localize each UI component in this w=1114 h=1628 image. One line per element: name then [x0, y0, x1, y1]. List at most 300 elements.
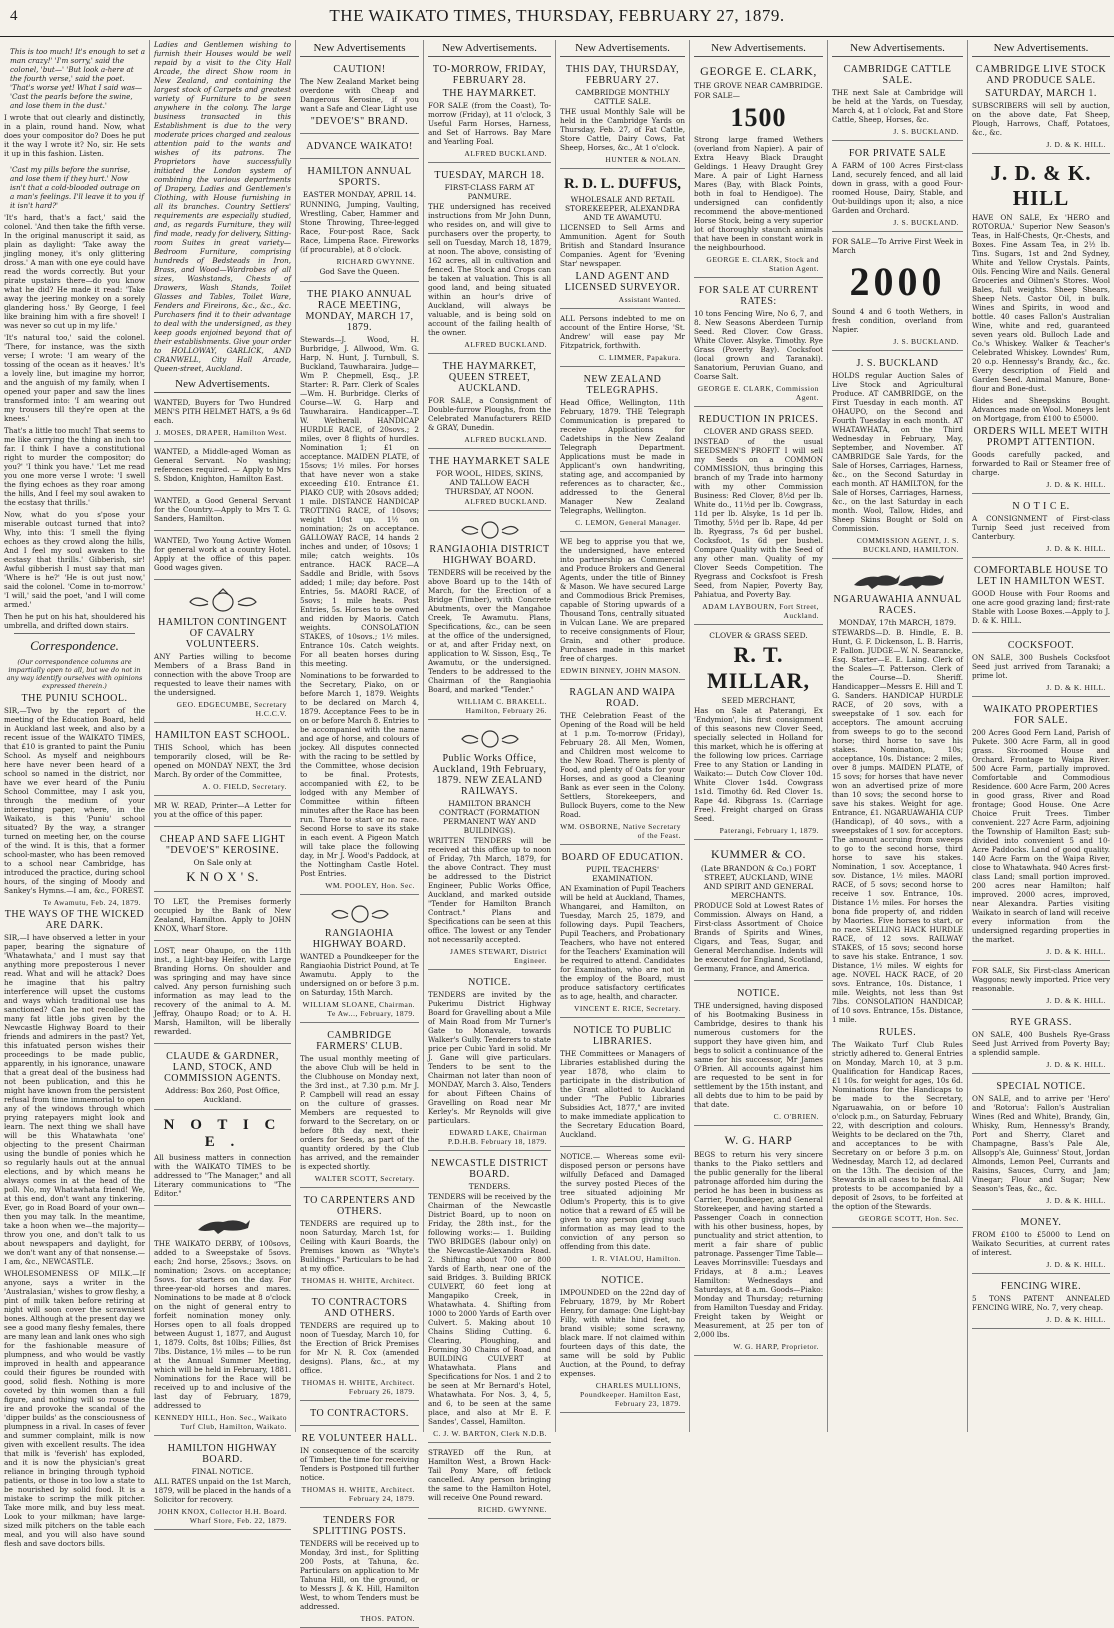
advert [428, 166, 551, 354]
advert-title: SPECIAL NOTICE. [996, 1081, 1086, 1092]
advert-signature: HUNTER & NOLAN. [605, 155, 681, 164]
advert-signature: C. O'BRIEN. [773, 1112, 819, 1121]
advert-title: HAMILTON EAST SCHOOL. [154, 730, 291, 741]
advert-title: N O T I C E. [1012, 501, 1070, 512]
advert-title: TO CONTRACTORS. [310, 1408, 409, 1419]
advert [154, 726, 291, 796]
advert-title: THE HAYMARKET. [442, 88, 537, 99]
advert [972, 60, 1110, 154]
advert-title: W. G. HARP [724, 1133, 793, 1147]
advert [428, 723, 551, 970]
advert [154, 583, 291, 723]
advert [560, 60, 685, 169]
letter-sign: Te Awamutu, Feb. 24, 1879. [43, 898, 141, 908]
advert-title: CLAUDE & GARDNER, LAND, STOCK, AND COMMISSION AGENTS. [164, 1051, 281, 1084]
racehorses-icon [848, 567, 948, 591]
advert-body: ALL Persons indebted to me on account of the Entire Horse, 'St. Andrew' will ease pay Mr Fitzpatrick, forthwith. [560, 314, 685, 350]
advert [694, 1129, 823, 1356]
story-paragraph: 'It's hard, that's a fact,' said the colonel. 'And then take the fifth verse. In the original manuscript it said, as plain as daylight: 'Take away the jingling money, it's only glittering dross.' A man with one eye could have read the words correctly. But your pirate upstairs there—do you know what he did? He made it read: 'Take away the jeering monkey on a sorely glandering hoss.' By George, I feel like braining him with a fire shovel! I was never so cut up in my life.' [4, 213, 145, 331]
advert-signature: J. D. & K. HILL. [1046, 1060, 1106, 1069]
advert-body: THE usual Monthly Sale will be held in the Cambridge Yards on Thursday, Feb. 27, of Fat Cattle, Store Cattle, Dairy Cows, Fat Sheep, Horses, &c., At 1 o'clock. [560, 107, 685, 152]
advert-title: TENDERS FOR SPLITTING POSTS. [312, 1515, 407, 1537]
advert-body: TENDERS are invited by the Pukerimu District Highway Board for Gravelling about a Mile of Main Road from Mr Turner's Gate to Monavale, towards Walker's Gully. Tenderers to state price per Cubic Yard in solid. Mr J. Gane will give particulars. Tenders to be sent to the Chairman not later than noon of MONDAY, March 3. Also, Tenders for about Fifteen Chains of Gravelling on Road near Mr Kerley's. Mr Reynolds will give particulars. [428, 990, 551, 1125]
poem-intro: This is too much! It's enough to set a man crazy!' 'I'm sorry,' said the colonel, 'but—' 'But look a-here at the fourth verse,' said the poet. 'That's worse yet! What I said was— 'Cast the pearls before the swine, and lose them in the dust.' [10, 47, 145, 111]
advert-sub: FIRST-CLASS FARM AT PANMURE. [444, 183, 535, 201]
advert-title: CAMBRIDGE LIVE STOCK AND PRODUCE SALE. [975, 64, 1107, 86]
advert-title: THE PIAKO ANNUAL RACE MEETING, MONDAY, MARCH 17, 1879. [305, 289, 414, 333]
advert [560, 535, 685, 680]
advert-signature: J. D. & K. HILL. [1046, 996, 1106, 1005]
story-paragraph: I wrote that out clearly and distinctly, in a plain, round hand. Now, what does your compositor do? Does he put it the way I wrote it? No, sir. He sets it up in this fashion. Listen. [4, 113, 145, 159]
advert-signature: JOHN KNOX, Collector H.H. Board. Wharf Store, Feb. 22, 1879. [158, 1507, 287, 1525]
advert-body: ON SALE, 400 Bushels Rye-Grass Seed Just Arrived from Poverty Bay; a splendid sample. [972, 1030, 1110, 1057]
section-heading: New Advertisements. [560, 40, 685, 57]
advert-name: K N O X ' S. [186, 869, 259, 884]
letter-body: SIR,—Two by the report of the meeting of the Education Board, held in Auckland last week, and also by a recent issue of the WAIKATO TIMES, that £10 is granted to paint the Puniu School. As myself and neighbours here have never been heard of a school so named in the district, nor have we ever heard of the Puniu School Committee, may I ask you, through the medium of your interesting paper, where, in the Waikato, is this 'Puniu' school situated? By the way, a stranger turned on meeting her, on the course of the wind. It is this, that a former school-master, who has been removed to a school near Cambridge, has introduced the practice, during school hours, of the singing of Moody and Sankey's Hymns.—I am, &c., FOREST. [4, 706, 145, 896]
columns [0, 40, 1114, 1623]
advert-body: THE next Sale at Cambridge will be held at the Yards, on Tuesday, March 4, at 1 o'clock, Fat and Store Cattle, Sheep, Horses, &c. [832, 88, 963, 124]
advert-body: THIS School, which has been temporarily closed, will be Re-opened on MONDAY NEXT, the 3rd March. By order of the Committee, [154, 743, 291, 779]
advert-sub: God Save the Queen. [319, 267, 400, 276]
advert-body: WANTED, a Middle-aged Woman as General Servant. No washing; references required. — Apply to Mrs S. Sbdon, Knighton, Hamilton East. [154, 447, 291, 483]
advert [560, 1271, 685, 1413]
advert-title: FOR PRIVATE SALE [848, 148, 947, 159]
advert-title: MONEY. [1020, 1217, 1062, 1228]
advert [154, 1113, 291, 1206]
advert [154, 396, 291, 442]
advert-title: THE HAYMARKET, QUEEN STREET, AUCKLAND. [442, 361, 537, 394]
advert [832, 60, 963, 141]
advert-title: THIS DAY, THURSDAY, FEBRUARY 27. [565, 64, 680, 86]
column-1 [0, 40, 150, 1549]
advert-title: KUMMER & CO. [710, 847, 806, 861]
letter-body: SIR,—I have observed a letter in your paper, bearing the signature of 'Whatawhata,' and I must say that anything more preposterous I never read. What and will he attack? Does he imagine that his paltry interference will upset the customs and ways which traditional use has sanctioned? Can he not recollect the many fat little jobs given by the Newcastle Highway Board to their friends and admirers in the past? Yet, this infatuated person wishes their proceedings to be made public, apparently, in his ignorance, unaware that a great deal of the business had not been publication, and this he might have known from the persistent refusal from time immemorial to open any of the windows through which prying ratepayers might look and learn. The next thing we shall have will be this Whatawhata 'one' objecting to the present Chairman using the bundle of ponies which he so regularly hauls out at the annual elections, and by which means he always comes in at the head of the poll. No, my Whatawhata friend! We, at this end, don't want any tinkering. Ever, go in Road Board of your own—then you may talk. In the meantime, take a hoon when we—the majority—throw you one, and don't talk to us about newspapers and daylight, for we don't want any of that nonsense.—I am, &c., NEWCASTLE. [4, 933, 145, 1267]
column-6 [690, 40, 828, 1432]
advert-signature: J. D. & K. HILL. [1046, 140, 1106, 149]
advert-title: TO CONTRACTORS AND OTHERS. [311, 1297, 408, 1319]
advert-signature: J. MOSES, DRAPER, Hamilton West. [155, 428, 287, 437]
advert-body: THE WAIKATO DERBY, of 100sovs, added to a Sweepstake of 5sovs. each; 2nd horse, 25sovs.; 3sovs. on nomination; 2sovs. on acceptance; 5sovs. for starters on the day. For three-year-old horses and mares. Nominations to be made at 8 o'clock on the night of general entry to forfeit nomination money only. Horses open to all foals dropped between August 1, 1877, and August 1, 1879. Colts, 8st 10lbs; Fillies, 8st 7lbs. Distance, 1½ miles — to be run at the Annual Summer Meeting, which will be held in February, 1881. Nominations for the Race will be received up to and inclusive of the last day of February, 1879, addressed to [154, 1239, 291, 1410]
letter-title: THE WAYS OF THE WICKED ARE DARK. [4, 909, 145, 932]
advert-signature: I. R. VIALOU, Hamilton. [591, 1254, 681, 1263]
advert-body: TENDERS are required up to noon of Tuesday, March 10, for the Erection of Brick Premises for Mr N. R. Cox (amended designs). Plans, &c., at my office. [300, 1321, 419, 1375]
advert-title: CAUTION! [333, 64, 386, 75]
advert-body: IMPOUNDED on the 22nd day of February, 1879, by Mr Robert Henry, for damage: One Light-bay Filly, with white hind feet, no brand visible; some scrawny, black mare. If not claimed within fourteen days of this date, the same will be sold by Public Auction, at the Pound, to defray expenses. [560, 1288, 685, 1378]
advert-signature: J. D. & K. HILL. [1046, 480, 1106, 489]
advert-body: 200 Acres Good Fern Land, Parish of Pukete. 300 Acre Farm, all in good grass. Six-roomed House and Orchard. Frontage to Waipa River. 500 Acre Farm, partially improved. Comfortable and Commodious Residence. 600 Acre Farm, 200 Acres in good grass, River and Road frontage; Good House. One Acre Choice Fruit Trees. Timber convenient. 227 Acre Farm, adjoining the Township of Hamilton East; sub-divided into convenient 5 and 10-Acre Paddocks. Land of good quality. 140 Acre Farm on the Waipa River, close to Whatawhata. 940 Acres first-class Land; small portion improved. 200 acres near Hamilton; half improved. 2000 acres, improved, near Alexandra. Parties visiting Waikato in search of land will receive every information from the undersigned regarding properties in the market. [972, 728, 1110, 944]
section-heading: New Advertisements. [154, 376, 291, 393]
advert-body: GOOD House with Four Rooms and one acre good grazing land; first-rate Stable with Loose Boxes.—Apply to J. D. & K. HILL. [972, 589, 1110, 625]
advert-body: ON SALE, and to arrive per 'Hero' and 'Rotorua': Fallon's Australian Wines (Red and White), Brandy, Gin, Whisky, Rum, Hennessy's Brandy, Port and Sherry, Claret and Champagne, Bass's Pale Ale, Allsopp's Ale, Guinness' Stout, Jordan Almonds, Lemon Peel, Currants and Raisins, Sauces, Curry, and Jam; Vinegar; Flour and Sugar; New Season's Teas, &c., &c. [972, 1094, 1110, 1193]
advert-body: WE beg to apprise you that we, the undersigned, have entered into partnership as Commercial and Produce Brokers and General Agents, under the title of Binney & Mason. We have secured Large and Commodious Brick Premises, capable of Storing upwards of a Thousand Tons, centrally situated in Vulcan Lane. We are prepared to receive consignments of Flour, Grain, and other produce. Purchases made in this market free of charges. [560, 537, 685, 663]
advert-title: NOTICE. [737, 988, 780, 999]
advert-title: TUESDAY, MARCH 18. [434, 170, 545, 181]
advert [972, 964, 1110, 1010]
advert-signature: THOMAS H. WHITE, Architect. [301, 1276, 415, 1285]
advert-sub: FOR WOOL, HIDES, SKINS, AND TALLOW EACH THURSDAY, AT NOON. [435, 469, 544, 496]
advert-signature: RICHARD GWYNNE. [336, 257, 415, 266]
advert-sub: EASTER MONDAY, APRIL 14. [302, 190, 417, 199]
advert-title: TO-MORROW, FRIDAY, FEBRUARY 28. [432, 64, 547, 86]
advert-signature: GEORGE E. CLARK, Commission Agent. [697, 384, 819, 402]
advert-signature: THOS. PATON. [360, 1614, 415, 1623]
advert-body: INSTEAD of the usual SEEDSMEN'S PROFIT I will sell my Seeds on a COMMON COMMISSION, thus bringing this branch of my Trade into harmony with my other Commission Business: Red Clover, 8½d per lb. White do., 11½d per lb. Cowgrass, 11d per lb. Alsyke, 1s 1d per lb. Timothy, 5½d per lb. Rape, 4d per lb. Ryegrass, 7s 6d per bushel. Cocksfoot, 1s 6d per bushel. Compare Quality with the Seed of any other man. Quality of my Clover Seeds Competition. The Ryegrass and Cocksfoot is Fresh Seed, from Napier, Poverty Bay, Pahiatua, and Poverty Bay. [694, 437, 823, 599]
advert [832, 235, 963, 351]
advert-body: SUBSCRIBERS will sell by auction, on the above date, Fat Sheep, Plough, Harrows, Chaff, Potatoes, &c., &c. [972, 101, 1110, 137]
story-paragraph: Now, what do you s'pose your miserable outcast turned that into? Why, into this: 'I smell the flying echoes as they crowd along the hills, And I feel my soul awaken to the ecstasy that thrills.' Gibberish, sir! Awful gibberish I must say that man 'Where is he?' 'He is out just now,' said the colonel. 'Come in to-morrow.' 'I will,' said the poet, 'and I will come armed.' [4, 510, 145, 610]
advert [694, 281, 823, 407]
advert-body: WANTED, Two Young Active Women for general work at a country Hotel. Apply at the office of this paper. Good wages given. [154, 536, 291, 572]
crest-icon [460, 728, 520, 750]
advert [154, 1209, 291, 1436]
column-8 [968, 40, 1114, 1432]
advert-title: CAMBRIDGE FARMERS' CLUB. [316, 1030, 403, 1052]
advert-signature: JAMES STEWART, District Engineer. [450, 947, 547, 965]
advert-signature: C. LEMON, General Manager. [575, 518, 681, 527]
advert [832, 354, 963, 559]
advert [300, 1511, 419, 1628]
advert-body: THE Celebration Feast of the Opening of the Road will be held at 1 p.m. To-morrow (Friday), February 28. All Men, Women, and Children most welcome to the New Road. There is plenty of Food, and plenty of Oats for your Horses, and as good a Cleaning Bank as ever seen in the Colony. Settlers, Storekeepers, and Bullock Buyers, come to the New Road. [560, 711, 685, 819]
advert-body: Hides and Sheepskins Bought. Advances made on Wool. Moneys lent on Mortgage, from £100 to £5000. [972, 396, 1110, 423]
advert [300, 1429, 419, 1508]
advert-signature: ADAM LAYBOURN, Fort Street, Auckland. [702, 602, 819, 620]
advert-signature: GEORGE E. CLARK, Stock and Station Agent. [706, 255, 819, 273]
advert-signature: COMMISSION AGENT, J. S. BUCKLAND, HAMILTON. [856, 536, 959, 554]
advert-signature: ALFRED BUCKLAND. [464, 340, 547, 349]
article-milk: WHOLESOMENESS OF MILK.—If anyone, says a writer in the 'Australasian,' wishes to grow fleshy, a pint of milk taken before retiring at night will soon cover the scrawniest bones. Although at the present day we see a good many fleshy females, there are many lean and lank ones who sigh for the fashionable measure of plumpness, and who would be vastly improved in health and appearance could their figures be rounded with good, solid flesh. Nothing is more coveted by thin women than a full figure, and nothing will so rouse the ire and provoke the scandal of the 'dipper builds' as the consciousness of plumpness in a rival. In cases of fever and summer complaint, milk is now given with excellent results. The idea that milk is 'feverish' has exploded, and it is now the physician's great reliance in bringing through typhoid patients, or those in too low a state to be nourished by solid food. It is a mistake to scrimp the milk pitcher. Take more milk, and buy less meat. Look to your milkman; have large-sized milk pitchers on the table each meal, and you will also have sound flesh and save doctors bills. [4, 1269, 145, 1549]
advert [300, 1404, 419, 1426]
advert-body: A CONSIGNMENT of First-class Turnip Seed just received from Canterbury. [972, 514, 1110, 541]
advert-signature: C. LIMMER, Papakura. [598, 353, 681, 362]
advert-signature: WILLIAM SLOANE, Chairman. Te Aw..., February, 1879. [302, 1000, 415, 1018]
advert-signature: A. O. FIELD, Secretary. [202, 782, 287, 791]
furnishing-advert: Ladies and Gentlemen wishing to furnish their Houses would be well repaid by a visit to the City Hall Arcade, the direct Show room in New Zealand, and containing the largest stock of Carpets and greatest variety of Furniture to be seen anywhere in the colony. The large business transacted in this Establishment is due to the very moderate prices charged and zealous attention paid to the wants and wishes of its patrons. The Proprietors have successfully initiated the London system of combining the various departments of Drapery, Ladies and Gentlemen's Clothing, with House furnishing in all its branches. Country Settlers' requirements are especially studied, and, as regards Furniture, they will find made, ready for delivery, Sitting-room Suites in great variety—Bedroom Furniture, comprising hundreds of Bedsteads in Iron, Brass, and Wood—Wardrobes of all sizes, Washstands, Chests of Drawers, Wash Stands, Toilet Glasses and Tables, Toilet Ware, Fenders and Fireirons, &c., &c., &c. Purchasers find it to their advantage to deal with the undersigned, as they keep goods enjoined beyond that of their establishments. Give your order to HOLLOWAY, GARLICK, AND CRANWELL, City Hall Arcade, Queen-street, Auckland. [154, 40, 291, 373]
advert [972, 636, 1110, 697]
advert-signature: THOMAS H. WHITE, Architect. February 26, 1879. [301, 1378, 415, 1396]
advert [154, 445, 291, 491]
advert-title: RAGLAN AND WAIPA ROAD. [569, 687, 676, 709]
advert [560, 848, 685, 1018]
advert-signature: ALFRED BUCKLAND. [464, 149, 547, 158]
advert-signature: J. D. & K. HILL. [1046, 544, 1106, 553]
advert-body: AN Examination of Pupil Teachers will be held at Auckland, Thames, Whangarei, and Hamilton, on Tuesday, March 25, 1879, and following days. Pupil Teachers, Pupil Teachers, and Probationary Teachers, who have not entered for the Teachers' Examination will be required to attend. Candidates for Examination, who are not in the employ of the Board, must produce satisfactory certificates as to age, health, and character. [560, 884, 685, 1001]
advert [428, 973, 551, 1151]
advert [428, 1154, 551, 1443]
advert-body: 10 tons Fencing Wire, No 6, 7, and 8. New Seasons Aberdeen Turnip Seed. Red Clover. Cow Grass. White Clover. Alsyke. Timothy. Rye Grass (Poverty Bay). Cocksfoot (local grown and Taranaki). Sanatorium, Peruvian Guano, and Coarse Salt. [694, 309, 823, 381]
advert-signature: WILLIAM C. BRAKELL. Hamilton, February 26. [457, 697, 547, 715]
advert-title: N O T I C E . [163, 1117, 282, 1150]
advert-body: STRAYED off the Run, at Hamilton West, a Brown Hack-Tail Pony Mare, off fetlock cancelled. Any person bringing the same to the Hamilton Hotel, will receive One Pound reward. [428, 1448, 551, 1502]
advert-body: Nominations to be forwarded to the Secretary, Piako, on or before March 1, 1879. Weights to be declared on March 4, 1879. Acceptance Fees to be in on or before March 8. Entries to be accompanied with the name and age of horse, and colours of jockey. All disputes connected with the racing to be settled by the Committee, whose decision to be final. Protests, accompanied with £2, to be lodged with any Member of Committee within fifteen minutes after the Race has been run. Three to start or no race. Second Horse to save its stake in each event. A Pigeon Match will take place the following day, in Mr J. Wood's Paddock, at the Nottingham Castle Hotel. Post Entries. [300, 671, 419, 878]
section-heading: New Advertisements. [694, 40, 823, 57]
advert-title: CAMBRIDGE CATTLE SALE. [843, 64, 952, 86]
advert-signature: C. J. W. BARTON, Clerk N.D.B. [433, 1429, 547, 1438]
advert-title: ORDERS WILL MEET WITH PROMPT ATTENTION. [973, 426, 1109, 448]
advert-signature: J. D. & K. HILL. [1046, 1260, 1106, 1269]
advert-sub: MONDAY, 17th MARCH, 1879. [838, 618, 957, 627]
advert-title: ADVANCE WAIKATO! [306, 141, 413, 152]
advert-title: COMFORTABLE HOUSE TO LET IN HAMILTON WEST. [973, 565, 1109, 587]
advert-body: ON SALE, 300 Bushels Cocksfoot Seed just arrived from Taranaki; a prime lot. [972, 653, 1110, 680]
advert-title: FOR SALE AT CURRENT RATES: [698, 285, 819, 307]
advert-signature: WM. POOLEY, Hon. Sec. [325, 881, 415, 890]
advert [154, 1047, 291, 1110]
advert [972, 497, 1110, 558]
advert-title: J. S. BUCKLAND [856, 358, 939, 369]
advert-body: LICENSED to Sell Arms and Ammunition. Agent for South British and Standard Insurance Companies. Agent for 'Evening Star' newspaper. [560, 223, 685, 268]
advert-signature: ALFRED BUCKLAND. [464, 435, 547, 444]
advert-title: NOTICE. [468, 977, 511, 988]
advert-sub: On Sale only at [193, 858, 252, 867]
advert-body: Sound 4 and 6 tooth Wethers, in fresh condition, overland from Napier. [832, 307, 963, 334]
advert-body: FOR SALE, Six First-class American Waggons; newly imported. Price very reasonable. [972, 966, 1110, 993]
advert-title: REDUCTION IN PRICES. [698, 414, 819, 425]
column-4 [424, 40, 556, 1514]
advert-body: FOR SALE— [694, 91, 740, 100]
advert-body: ALL RATES unpaid on the 1st March, 1879, will be placed in the hands of a Solicitor for recovery. [154, 1477, 291, 1504]
crest-icon [188, 588, 258, 614]
advert-sub: CLOVER AND GRASS SEED. [703, 427, 814, 436]
racehorse-icon [188, 1214, 258, 1236]
advert-body: Stewards—J. Wood, H. Burbridge, J. Allwood, Wm. G. Harp, N. Hunt, J. Turnbull, S. Buckland, Tauwharaira. Judge—Wm P. Chepmell, Esq., J.P. Starter: R. Parr. Clerk of Scales—Wm. H. Burbridge. Clerks of Course—W. G. Harp and Tauwharaira. Handicapper—T. W. Wetherall. HANDICAP HURDLE RACE, of 20sovs.; 2 miles, over 8 flights of hurdles. Nomination 1; £1 on acceptance. MAIDEN PLATE, of 15sovs; 1½ miles. For horses that have never won a stake exceeding £10. Entrance £1. PIAKO CUP, with 20sovs added; 1 mile. DISTANCE HANDICAP TROTTING RACE, of 10sovs; weight 10st up. 1½ on nomination; 2s on acceptance. GALLOWAY RACE, 14 hands 2 inches and under, of 10sovs; 1 mile; catch weights. 10s entrance. HACK RACE—A Saddle and Bridle, with 5sovs added; 1 mile; day before. Post Entries, 5s. MAORI RACE, of 5sovs; 1 mile heats. Post Entries, 5s. Horses to be owned and ridden by Maoris. Catch weights. CONSOLATION STAKES, of 10sovs.; 1½ miles. Entrance 10s. Catch weights. For all beaten horses during this meeting. [300, 335, 419, 668]
advert-title: NEWCASTLE DISTRICT BOARD. [430, 1158, 549, 1180]
correspondence-note: (Our correspondence columns are impartially open to all, but we do not in any way identify ourselves with opinions expressed therein.) [6, 658, 143, 691]
advert-body: The New Zealand Market being overdone with Cheap and Dangerous Kerosine, if you want a Safe and Clear Light use [300, 77, 419, 113]
advert [694, 60, 823, 278]
advert-title: CHEAP AND SAFE LIGHT "DEVOE'S" KEROSINE. [159, 834, 286, 856]
column-7 [828, 40, 968, 1432]
advert-body: Goods carefully packed, and forwarded to Rail or Steamer free of charge. [972, 450, 1110, 477]
advert-title: LAND AGENT AND LICENSED SURVEYOR. [564, 271, 681, 293]
advert-signature: Paterangi, February 1, 1879. [719, 826, 819, 835]
advert-body: The usual monthly meeting of the above Club will be held in the Clubhouse on Monday next, the 3rd inst., at 7.30 p.m. Mr J. P. Campbell will read an essay on the culture of grasses. Members are requested to forward to the Secretary, on or before 8th day next, their orders for Seeds, as part of the quantity ordered by the Club has arrived, and the remainder is expected shortly. [300, 1054, 419, 1171]
advert-signature: EDWARD LAKE, Chairman P.D.H.B. February 18, 1879. [447, 1128, 547, 1146]
advert-body: FOR SALE—To Arrive First Week in March [832, 237, 963, 255]
crest-icon [330, 903, 390, 925]
advert-sub: FINAL NOTICE. [191, 1467, 254, 1476]
advert-title: BOARD OF EDUCATION. [561, 852, 684, 863]
letter-title: THE PUNIU SCHOOL. [21, 693, 128, 705]
advert-body: STEWARDS—D. B. Hindle, E. B. Hunt, G. F. Dickenson, L. B. Harris, P. Fallon. JUDGE—W. N. Searancke, Esq. Starter—E. E. Laing. Clerk of the Scales—T. Patterson. Clerk of the Course—D. Sheriff. Handicapper—Messrs E. Hill and T. G. Sanders. HANDICAP HURDLE RACE, of 20 sovs, with a sweepstake of 1 sov. each for acceptors. The amount accruing from sweeps to go to the second horse; third horse to save his stakes. Nomination, 10s; acceptance, 10s. Distance: 2 miles, over 8 jumps. MAIDEN PLATE, of 15 sovs; for horses that have never won an advertised prize of more than 10 sovs; the second horse to save his stakes. Weight for age. Entrance, £1. NGARUAWAHIA CUP (Handicap), of 40 sovs., with a sweepstakes of 1 sov. for acceptors. The amount accruing from sweeps to go to the second horse, third horse to save his stakes. Nomination, 1 sov. Acceptance, 1 sov. Distance, 1½ miles. MAORI RACE, of 5 sovs; second horse to receive 1 sov. Entrance, 10s. Distance 1½ miles. For horses the bona fide property of, and ridden by Maories. Five horses to start, or no race. SELLING HACK HURDLE RACE, of 12 sovs. RAILWAY STAKES, of 15 sovs; second horse to save his stake. Entrance, 1 sov. Distance, 1½ miles. W eights for age. NOVEL HACK RACE, of 20 sovs. Entrance, 10s. Distance, 1 mile. Weights, not less than 9st 7lbs. CONSOLATION HANDICAP, of 10 sovs. Entrance, 15s. Distance, 1 mile. [832, 628, 963, 1024]
column-2 [150, 40, 296, 1525]
advert-title: SATURDAY, MARCH 1. [985, 88, 1097, 99]
advert-signature: THOMAS H. WHITE, Architect. February 24, 1879. [301, 1485, 415, 1503]
advert-body: RUNNING, Jumping, Vaulting, Wrestling, Caber, Hammer and Stone Throwing, Three-legged Race, Four-post Race, Sack Race, Limpena Race. Fireworks (if procurable), at 8 o'clock. [300, 200, 419, 254]
advert-body: BEGS to return his very sincere thanks to the Piako settlers and the public generally for the liberal patronage afforded him during the period he has been in business as Carrier, Poundkeeper, and General Storekeeper, and having started a Passenger Coach in connection with his other business, hopes, by punctuality and strict attention, to merit a fair share of public patronage. Passenger Time Table—Leaves Morrinsville: Tuesdays and Fridays, at 8 a.m.; Leaves Hamilton: Wednesdays and Saturdays, at 8 a.m. Goods—Piako: Monday and Thursday; returning from Hamilton Tuesday and Friday. Freight taken by Weight or Measurement, at 25 per ton of 2,000 lbs. [694, 1150, 824, 1339]
advert-body: THE undersigned, having disposed of his Bootmaking Business in Cambridge, desires to thank his numerous customers for the support they have given him, and begs to solicit a continuance of the same for his successor, Mr James O'Brien. All accounts against him are requested to be sent in for settlement by the 15th instant, and all debts due to him to be paid by that date. [694, 1001, 823, 1109]
advert [428, 60, 551, 163]
advert-signature: J. D. & K. HILL. [1046, 683, 1106, 692]
advert-body: FOR SALE (from the Coast), To-morrow (Friday), at 11 o'clock, 3 Useful Farm Horses, Harness, and Set of Harrows. Bay Mare and Yearling Foal. [428, 101, 551, 146]
advert-title: J. D. & K. HILL [990, 161, 1092, 210]
advert-signature: WM. OSBORNE, Native Secretary of the Feast. [560, 822, 681, 840]
advert [300, 1026, 419, 1188]
advert-signature: J. D. & K. HILL. [1046, 1315, 1106, 1324]
advert-title: NEW ZEALAND TELEGRAPHS. [583, 374, 662, 396]
advert-title: RE VOLUNTEER HALL. [301, 1433, 418, 1444]
advert-sub: CAMBRIDGE MONTHLY CATTLE SALE. [575, 88, 670, 106]
advert-signature: J. D. & K. HILL. [1046, 947, 1106, 956]
advert [154, 830, 291, 892]
advert [694, 410, 823, 625]
masthead [0, 0, 1114, 37]
advert-title: HAMILTON ANNUAL SPORTS. [307, 166, 412, 188]
advert-title: RANGIAOHIA HIGHWAY BOARD. [312, 928, 407, 950]
advert-title: COCKSFOOT. [1007, 640, 1075, 651]
advert-body: HAVE ON SALE, Ex 'HERO and ROTORUA.' Superior New Season's Teas, in Half-Chests, Qr.-Chests, and Boxes. Fine Assam Tea, in 2½ lb. Tins. Sugars, 1st and 2nd Sydney, White and Yellow Crystals. Paints, Oils. Fencing Wire and Nails. General Groceries and Oilmen's Stores. Wool Bales, full weights. Sheep Shears, Sheep Nets. Castor Oil, in bulk. Wines and Spirits, in wood and bottle. 40 cases Fallon's Australian Wine, white and red, guaranteed seven years old. Bulloch Lade and Co.'s Whiskey. Walker & Teacher's Celebrated Whiskey. Lowndes' Rum, 20 o.p. Hennessy's Brandy, &c., &c. Every description of Field and Garden Seed. Animal Manure, Bone-flour and Bone-dust. [972, 213, 1110, 393]
advert-title: NGARUAWAHIA ANNUAL RACES. [833, 594, 962, 616]
advert [300, 137, 419, 159]
advert-title: R. T. MILLAR, [707, 642, 810, 693]
advert [560, 370, 685, 532]
advert [972, 1277, 1110, 1329]
story-paragraph: 'It's natural too,' said the colonel. 'There, for instance, was the sixth verse; I wrote: 'I am weary of the tossing of the ocean as it heaves.' It's a lovely line, but imagine my horror, and the anguish of my family, when I opened your paper and saw the lines transformed into: 'I am wearing out my trousers till they're open at the knees.' [4, 333, 145, 424]
advert-body: ANY Parties willing to become Members of a Brass Band in connection with the above Troop are requested to leave their names with the undersigned. [154, 652, 291, 697]
correspondence-heading: Correspondence. [30, 638, 119, 654]
story-paragraph: Then he put on his hat, shouldered his umbrella, and drifted down stairs. [4, 612, 145, 631]
advert-title: HAMILTON CONTINGENT OF CAVALRY VOLUNTEERS. [158, 617, 287, 650]
advert-sub: PUPIL TEACHERS' EXAMINATION. [585, 865, 660, 883]
advert-title: RULES. [878, 1027, 917, 1038]
advert-signature: WALTER SCOTT, Secretary. [314, 1174, 415, 1183]
advert-body: FROM £100 to £5000 to Lend on Waikato Securities, at current rates of interest. [972, 1230, 1110, 1257]
section-heading: New Advertisements [300, 40, 419, 57]
advert-sub: CLOVER & GRASS SEED. [709, 631, 808, 640]
advert-signature: EDWIN BINNEY, JOHN MASON. [560, 666, 681, 675]
advert-body: WANTED, a Good General Servant for the Country.—Apply to Mrs T. G. Sanders, Hamilton. [154, 496, 291, 523]
advert [154, 534, 291, 580]
crest-icon [460, 519, 520, 541]
advert [154, 1439, 291, 1530]
advert-signature: J. S. BUCKLAND. [893, 337, 959, 346]
advert-brand: "DEVOE'S" BRAND. [310, 116, 409, 127]
advert [972, 1077, 1110, 1210]
advert-body: FOR SALE, a Consignment of Double-furrow Ploughs, from the Celebrated Manufacturers REID & GRAY, Dunedin. [428, 396, 551, 432]
advert-title: R. D. L. DUFFUS, [563, 176, 682, 192]
advert [300, 285, 419, 895]
advert-title: NOTICE TO PUBLIC LIBRARIES. [573, 1025, 672, 1047]
section-heading: New Advertisements. [972, 40, 1110, 57]
advert-body: TENDERS will be received by the above Board up to the 14th of March, for the Erection of a Bridge (Timber), with Concrete Abutments, over the Mangahoe Creek, Te Awamutu. Plans, Specifications, &c., can be seen at the office of the undersigned, or at, and after Friday next, on application to W. Sisson, Esq., Te Awamutu, or the undersigned. Tenders to be addressed to the Chairman of the Rangiaohia Board, and marked "Tender." [428, 568, 551, 694]
advert [300, 1293, 419, 1401]
advert-body: The Waikato Turf Club Rules strictly adhered to. General Entries on Monday, March 10, at 3 p.m. Qualification for Handicap Races, £1 10s. for weight for ages, 10s 6d. Nominations for the Handicaps to be made to the Secretary, Ngaruawahia, on or before 10 o'clock p.m., on Saturday, February 22, with description and colours. Weights to be declared on the 7th, and acceptances to be with Secretary on or before 3 p.m. on Wednesday, March 12, ad declared on the 13th. The decision of the Stewards in all cases to be final. All protests to be accompanied by a deposit of 2sovs, to be forfeited at the option of the Stewards. [832, 1040, 963, 1211]
advert-sub: (Late BRANDON & Co.) FORT STREET, AUCKLAND, WINE AND SPIRIT AND GENERAL MERCHANTS. [700, 864, 817, 900]
advert-body: THE Committees or Managers of Libraries established during the year 1878, who claim to participate in the distribution of the Grant allotted to Auckland under "The Public Libraries Subsidies Act, 1877," are invited to make immediate application to the Secretary Education Board, Auckland. [560, 1049, 685, 1139]
advert-body: WANTED a Poundkeeper for the Rangiaohia District Pound, at Te Awamutu. Apply to the undersigned on or before 3 p.m. on Saturday, 15th March. [300, 952, 419, 997]
advert [694, 628, 823, 840]
advert-body: Has on Sale at Paterangi, Ex 'Endymion', his first consignment of this seasons new Clover Seed, specially selected in Holland for this market, which he is offering at the following low prices. Carriage Free to any Station or Landing in Waikato:— Dutch Cow Clover 10d. White Clover 1s4d. Cowgrass 1s1d. Timothy 6d. Red Clover 1s. Rape 4d. Ribgrass 1s. (Carriage Free). Freight charged on Grass Seed. [694, 706, 823, 823]
advert-figure: 1500 [730, 103, 787, 132]
advert-sub: SEED MERCHANT, [721, 696, 796, 705]
advert-body: TENDERS will be received up to Monday, 3rd inst., for Splitting 200 Posts, at Tahuna, &c. Particulars on application to Mr Tahuna Hill, on the ground, or to Messrs J. & K. Hill, Hamilton West, to whom Tenders must be addressed. [300, 1539, 419, 1611]
advert-body: LOST, near Ohaupo, on the 11th inst., a Light-bay Heifer, with Large Branding Horns. On shoulder and was springing and may have since calved. Any person furnishing such information as may lead to the recovery of the animal to A. M. Jeffray, Ohaupo Road; or to A. H. Marsh, Hamilton, will be liberally rewarded. [154, 946, 291, 1036]
advert-body: IN consequence of the scarcity of Timber, the time for receiving Tenders is Postponed till further notice. [300, 1446, 419, 1482]
advert [694, 843, 823, 981]
advert-body: TENDERS are required up to noon Saturday, March 1st, for Ceiling with Kauri Boards, the Premises known as "Whyte's Buildings." Particulars to be had at my office. [300, 1219, 419, 1273]
advert-sub: TENDERS. [468, 1182, 511, 1191]
advert-figure: 2000 [849, 259, 946, 304]
advert-title: HAMILTON HIGHWAY BOARD. [167, 1443, 278, 1465]
advert-body: MR W. READ, Printer—A Letter for you at the office of this paper. [154, 801, 291, 819]
column-3 [296, 40, 424, 1623]
advert [154, 799, 291, 827]
advert-body: Head Office, Wellington, 11th February, 1879. THE Telegraph Communication is prepared to receive Applications for Cadetships in the New Zealand Telegraph Department. Applications must be made in Applicant's own handwriting, stating age, and accompanied by references as to character, &c., addressed to the General Manager New Zealand Telegraphs, Wellington. [560, 398, 685, 515]
advert-signature: Assistant Wanted. [618, 295, 681, 304]
advert-title: THE HAYMARKET SALE [428, 456, 551, 467]
advert-signature: CHARLES MULLIONS, Poundkeeper. Hamilton East, February 23, 1879. [580, 1381, 681, 1408]
advert-signature: J. S. BUCKLAND. [893, 127, 959, 136]
advert-signature: GEORGE SCOTT, Hon. Sec. [858, 1214, 959, 1223]
advert [972, 700, 1110, 961]
advert-body: A FARM of 100 Acres First-class Land, securely fenced, and all laid down in grass, with a good Four-roomed House, Dairy, Stable, and Out-buildings upon it; also, a nice Garden and Orchard. [832, 161, 963, 215]
advert-body: 5 TONS PATENT ANNEALED FENCING WIRE, No. 7, very cheap. [972, 1294, 1110, 1312]
advert-signature: KENNEDY HILL, Hon. Sec., Waikato Turf Club, Hamilton, Waikato. [154, 1413, 287, 1431]
advert-body: PRODUCE Sold at Lowest Rates of Commission. Always on Hand, a First-class Assortment of Choice Brands of Spirits and Wines, Cigars, and Teas, Sugar, and General Merchandise. Indents will be executed for England, Scotland, Germany, France, and America. [694, 901, 823, 973]
advert [694, 984, 823, 1126]
advert-signature: RICHD. GWYNNE. [477, 1505, 547, 1514]
advert [832, 144, 963, 232]
advert-sub: HAMILTON BRANCH CONTRACT (FORMATION PERMANENT WAY AND BUILDINGS). [439, 799, 540, 835]
advert-signature: ALFRED BUCKLAND. [464, 497, 547, 506]
advert-signature: W. G. HARP, Proprietor. [733, 1342, 819, 1351]
advert [300, 898, 419, 1023]
advert [560, 1150, 685, 1268]
advert-title: Public Works Office, Auckland, 19th February, 1879. NEW ZEALAND RAILWAYS. [432, 753, 547, 797]
divider [14, 633, 135, 634]
advert-title: FENCING WIRE. [1000, 1281, 1082, 1292]
advert-body: NOTICE.— Whereas some evil-disposed person or persons have wilfully Defaced and Damaged the survey posted Pieces of the tree situated adjoining Mr Odlum's Property, this is to give notice that a reward of £5 will be given to any person giving such information as may lead to the conviction of any person so offending from this date. [560, 1152, 685, 1251]
advert-title: WAIKATO PROPERTIES FOR SALE. [983, 704, 1099, 726]
section-heading: New Advertisements. [832, 40, 963, 57]
advert-title: RYE GRASS. [1010, 1017, 1072, 1028]
newspaper-title: THE WAIKATO TIMES, THURSDAY, FEBRUARY 27, 1879. [329, 6, 785, 25]
advert [972, 1213, 1110, 1274]
advert-sub: WHOLESALE AND RETAIL STOREKEEPER, ALEXANDRA AND TE AWAMUTU. [565, 195, 680, 222]
section-heading: New Advertisements. [428, 40, 551, 57]
page-number: 4 [10, 8, 18, 24]
advert-signature: GEO. EDGECUMBE, Secretary H.C.C.V. [176, 700, 287, 718]
advert-body: All business matters in connection with the WAIKATO TIMES to be addressed to "The Manager," and all Literary communications to "The Editor." [154, 1153, 291, 1198]
advert [300, 60, 419, 134]
advert-body: HOLDS regular Auction Sales of Live Stock and Agricultural Produce. AT CAMBRIDGE, on the First Tuesday in each month. AT OHAUPO, on the Second and Fourth Tuesday in each month. AT WHATAWHATA, on the Third Wednesday in February, May, September, and November. AT CAMBRIDGE Sale Yards, for the Sale of Horses, Carriages, Harness, &c., on the Second Saturday in each month. AT HAMILTON, for the Sale of Horses, Carriages, Harness, &c., on the last Saturday in each month. Wool, Tallow, Hides, and Sheep Skins Bought or Sold on Commission. [832, 371, 963, 533]
story-paragraph: That's a little too much! That seems to me like carrying the thing an inch too far. I think I have a constitutional right to murder the compositor; do you?' 'I think you have.' 'Let me read you one more verse I wrote: 'I swell the flying echoes as they roar among the hills, And I feel my soul awaken to the ecstasy that thrills.' [4, 426, 145, 508]
advert [300, 162, 419, 282]
advert-body: WANTED, Buyers for Two Hundred MEN'S PITH HELMET HATS, a 9s 6d each. [154, 398, 291, 425]
advert-sub: THE GROVE NEAR CAMBRIDGE. [694, 81, 823, 90]
advert-sub: Address: Box 260, Post Office, Auckland. [165, 1086, 280, 1104]
advert [560, 312, 685, 367]
advert-signature: J. D. & K. HILL. [1046, 1196, 1106, 1205]
advert [832, 562, 963, 1228]
advert [154, 944, 291, 1044]
advert [428, 1446, 551, 1519]
advert [154, 494, 291, 531]
advert-body: TO LET, the Premises formerly occupied by the Bank of New Zealand, Hamilton. Apply to JOHN KNOX, Wharf Store. [154, 897, 291, 933]
advert [428, 514, 551, 720]
advert [972, 157, 1110, 494]
advert [154, 895, 291, 941]
advert-signature: VINCENT E. RICE, Secretary. [573, 1004, 681, 1013]
column-5 [556, 40, 690, 1432]
advert-title: GEORGE E. CLARK, [700, 64, 817, 78]
advert [972, 561, 1110, 633]
advert-signature: J. S. BUCKLAND. [893, 218, 959, 227]
advert [560, 683, 685, 845]
advert [428, 357, 551, 449]
story-paragraph: 'Cast my pills before the sunrise, and lose them if they hurt.' Now isn't that a cold-blooded outrage on a man's feelings. I'll leave it to you if it isn't hard?' [10, 165, 144, 211]
advert [560, 1021, 685, 1147]
advert-title: NOTICE. [601, 1275, 644, 1286]
